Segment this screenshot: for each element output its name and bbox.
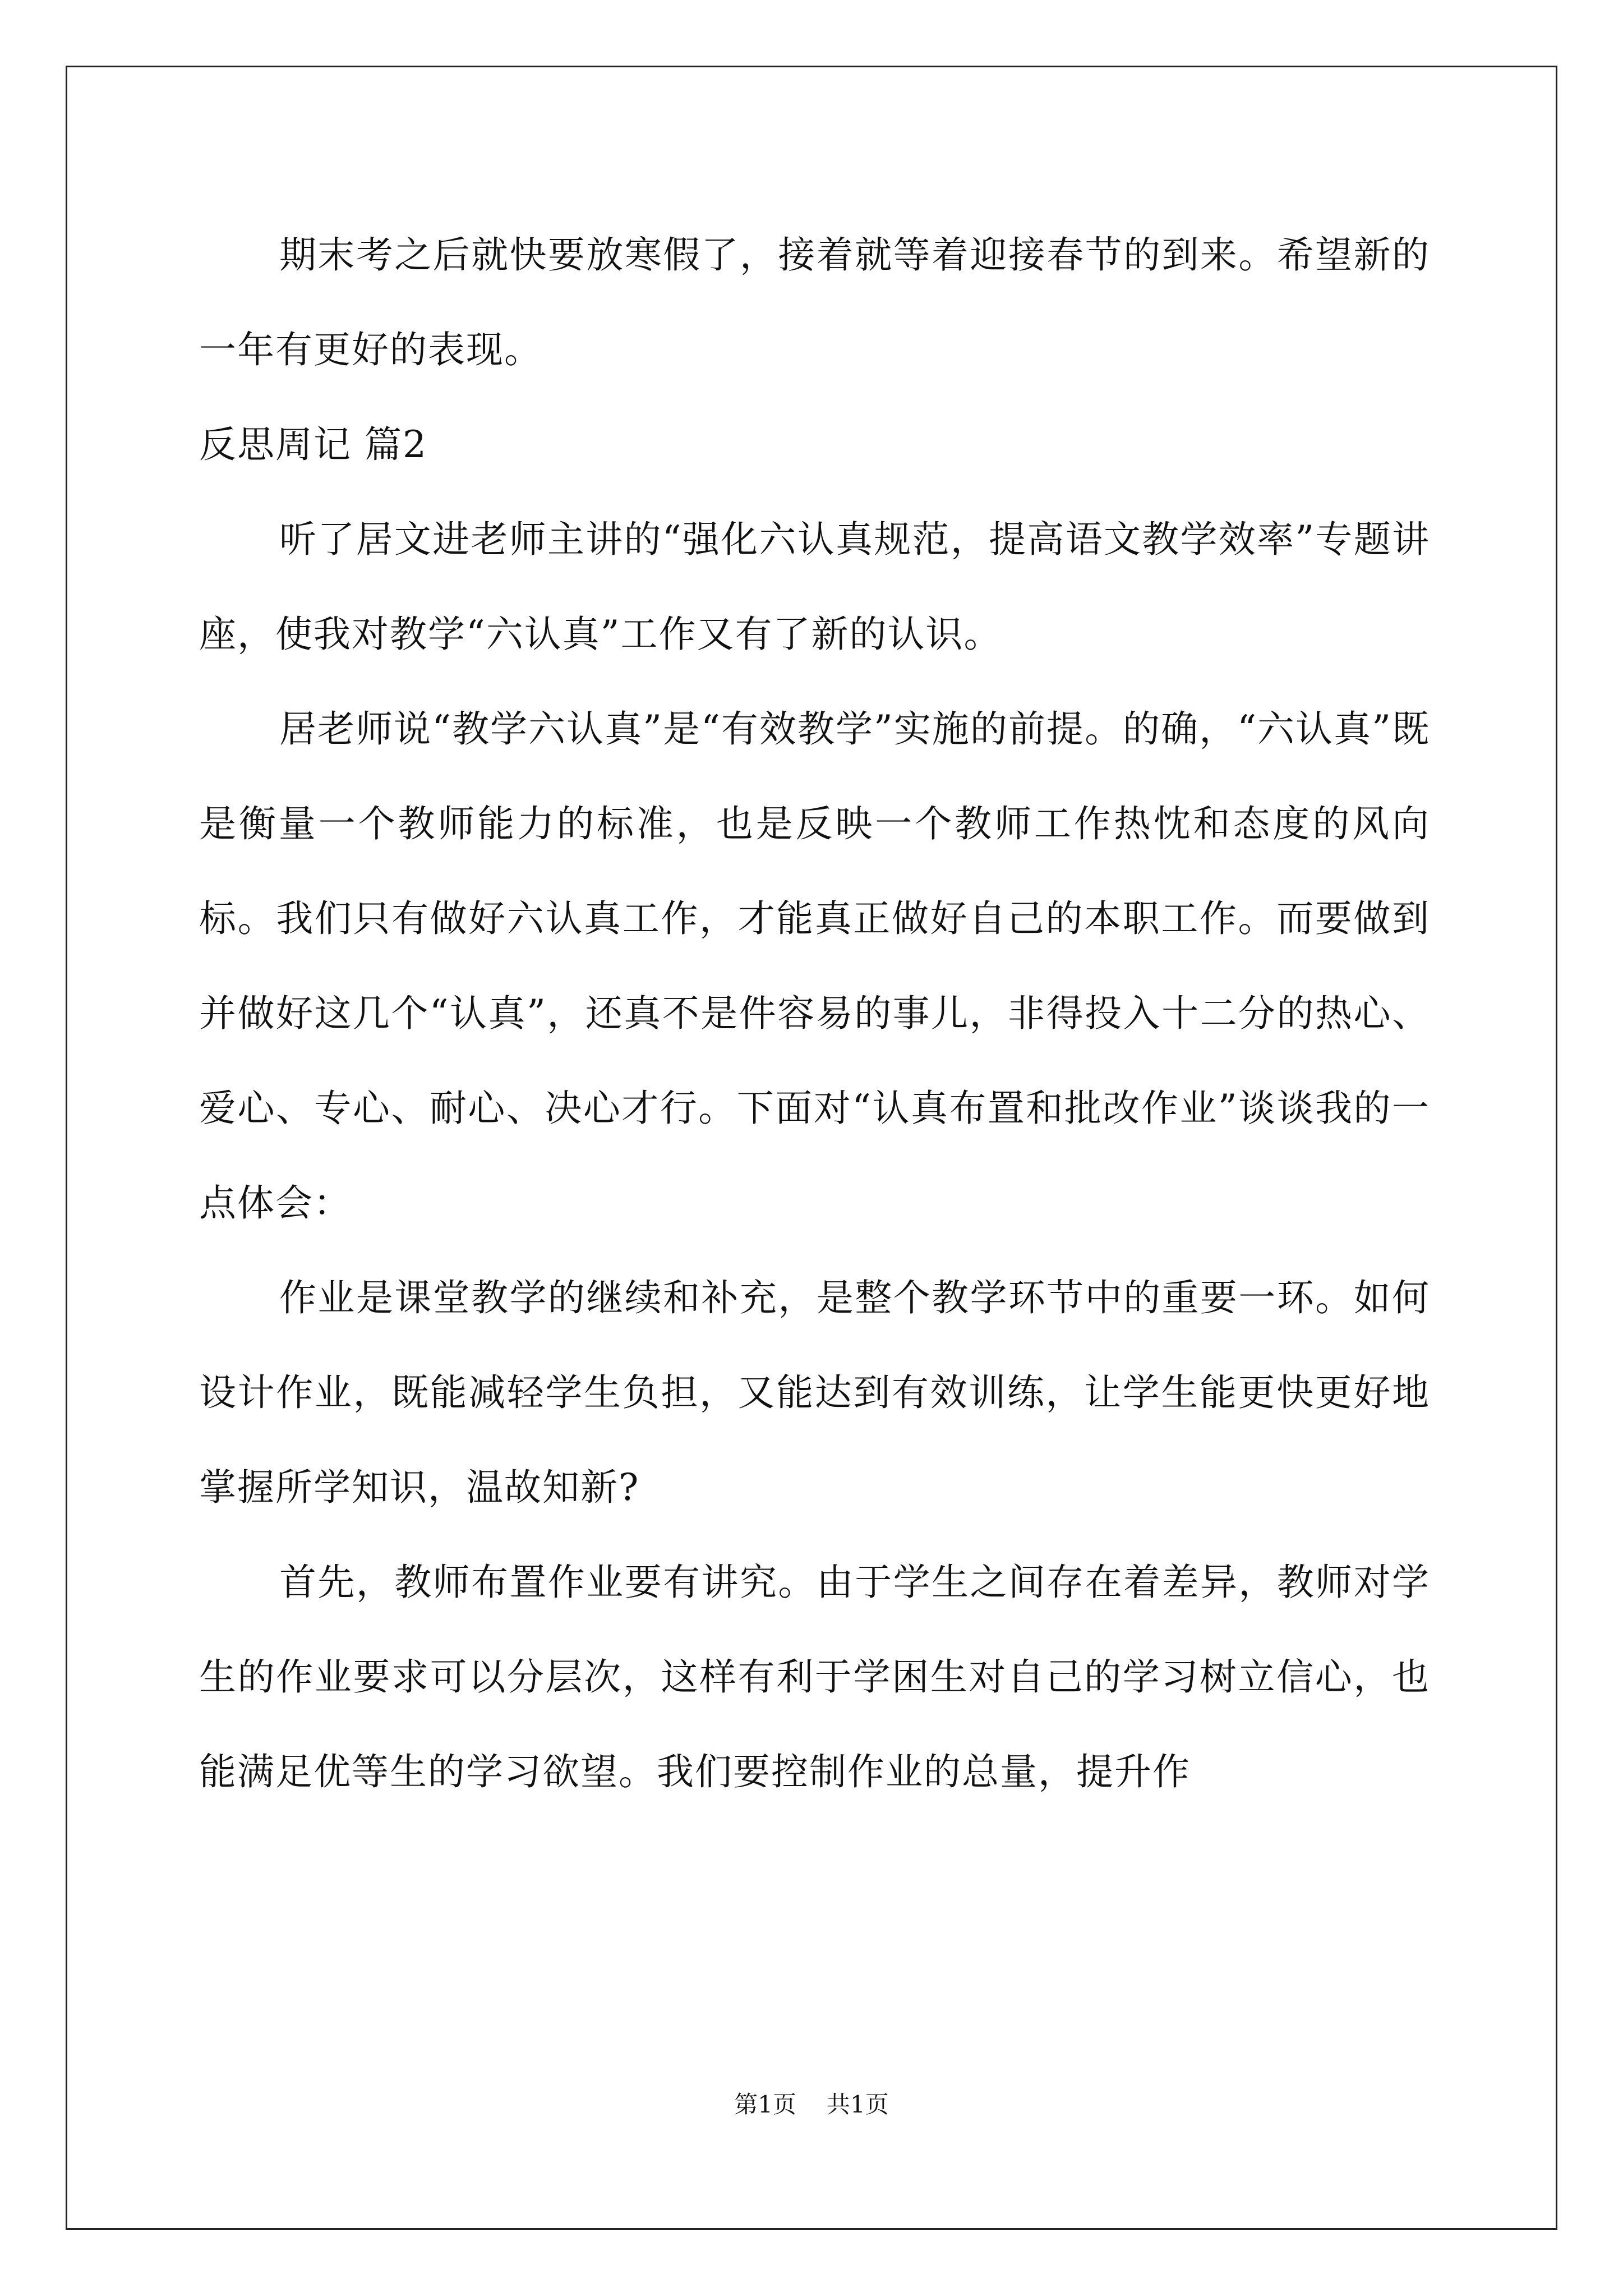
page-total: 共1页: [827, 2091, 889, 2118]
paragraph: 期末考之后就快要放寒假了，接着就等着迎接春节的到来。希望新的一年有更好的表现。: [199, 233, 1430, 371]
paragraph: 首先，教师布置作业要有讲究。由于学生之间存在着差异，教师对学生的作业要求可以分层次，这样有利于学困生对自己的学习树立信心，也能满足优等生的学习欲望。我们要控制作业的总量，提升作: [199, 1561, 1430, 1793]
paragraph: 听了居文进老师主讲的“强化六认真规范，提高语文教学效率”专题讲座，使我对教学“六认真”工作又有了新的认识。: [199, 518, 1430, 656]
page-footer: [0, 2088, 1623, 2122]
paragraph: 居老师说“教学六认真”是“有效教学”实施的前提。的确，“六认真”既是衡量一个教师能力的标准，也是反映一个教师工作热忱和态度的风向标。我们只有做好六认真工作，才能真正做好自己的本职工作。而要做到并做好这几个“认真”，还真不是件容易的事儿，非得投入十二分的热心、爱心、专心、耐心、决心才行。下面对“认真布置和批改作业”谈谈我的一点体会：: [199, 707, 1430, 1225]
page-number: 第1页: [734, 2091, 796, 2118]
section-heading: 反思周记 篇2: [199, 423, 427, 466]
paragraph: 作业是课堂教学的继续和补充，是整个教学环节中的重要一环。如何设计作业，既能减轻学生负担，又能达到有效训练，让学生能更快更好地掌握所学知识，温故知新?: [199, 1276, 1430, 1509]
document-body: [199, 208, 1430, 1819]
